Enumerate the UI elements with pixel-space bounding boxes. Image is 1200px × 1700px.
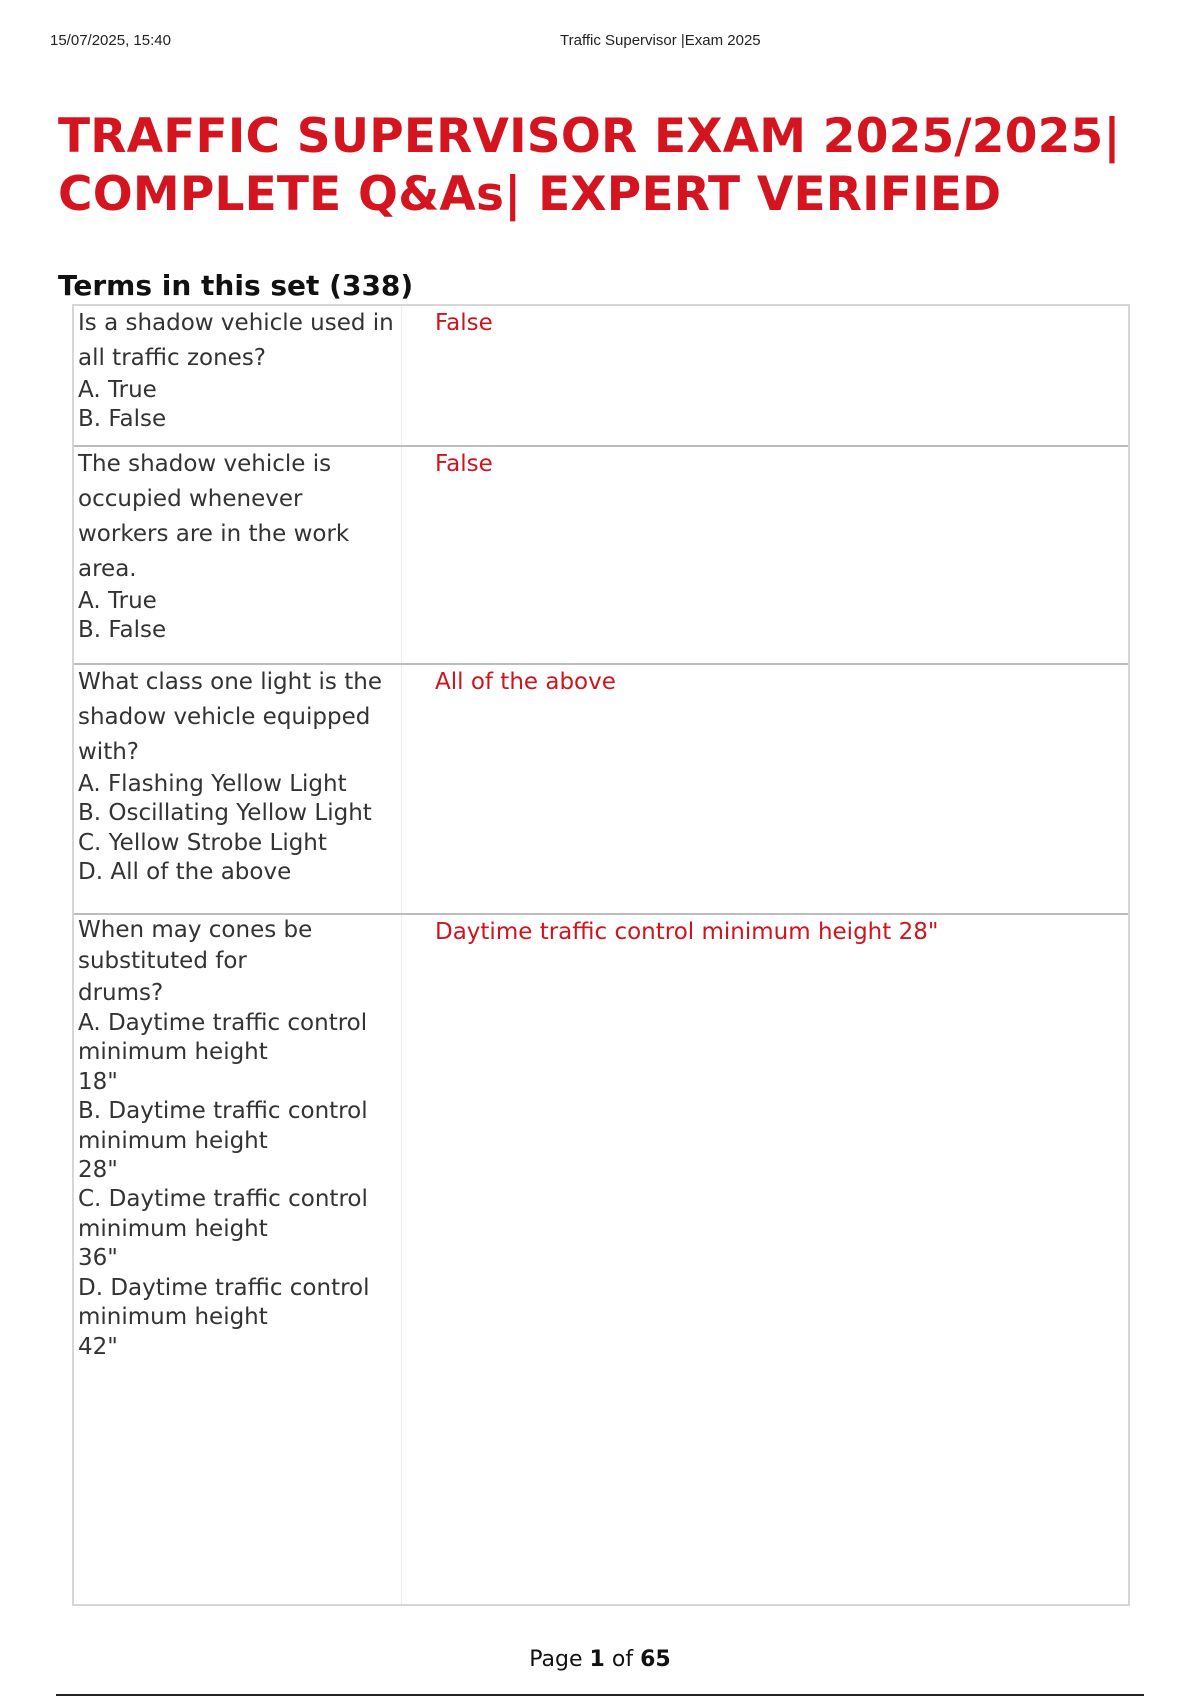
term-line: occupied whenever xyxy=(78,485,303,512)
page-indicator xyxy=(0,1647,1200,1672)
term-option: minimum height xyxy=(78,1039,268,1066)
term-option: B. Daytime traffic control xyxy=(78,1098,368,1125)
term-option: C. Yellow Strobe Light xyxy=(78,829,327,856)
term-line: The shadow vehicle is xyxy=(78,451,332,477)
print-date: 15/07/2025, 15:40 xyxy=(50,32,171,49)
document-title-line-1: TRAFFIC SUPERVISOR EXAM 2025/2025| xyxy=(58,109,1121,164)
term-text xyxy=(78,306,396,435)
term-line: substituted for xyxy=(78,948,247,975)
term-row xyxy=(74,915,1128,1604)
term-option: B. False xyxy=(78,406,167,433)
term-option: minimum height xyxy=(78,1215,268,1242)
term-option: B. Oscillating Yellow Light xyxy=(78,800,372,827)
definition-text: False xyxy=(435,451,493,477)
term-line: What class one light is the xyxy=(78,669,382,695)
term-option: B. False xyxy=(78,617,167,644)
term-option: C. Daytime traffic control xyxy=(78,1186,368,1213)
term-text xyxy=(78,915,396,1362)
footer-rule xyxy=(56,1694,1144,1696)
term-line: shadow vehicle equipped xyxy=(78,703,371,730)
column-divider xyxy=(401,665,402,913)
term-option: 18" xyxy=(78,1068,118,1095)
column-divider xyxy=(401,915,402,1604)
term-text xyxy=(78,665,396,888)
term-option: A. Flashing Yellow Light xyxy=(78,770,347,797)
terms-table xyxy=(72,304,1130,1606)
print-doc-title: Traffic Supervisor |Exam 2025 xyxy=(560,32,761,49)
definition-text: False xyxy=(435,310,493,336)
term-line: When may cones be xyxy=(78,917,313,943)
definition-text: All of the above xyxy=(435,669,616,695)
term-option: 42" xyxy=(78,1333,118,1360)
terms-set-heading: Terms in this set (338) xyxy=(58,269,414,302)
term-option: D. Daytime traffic control xyxy=(78,1274,370,1301)
term-option: 36" xyxy=(78,1245,118,1272)
page-of-label: of xyxy=(611,1647,634,1672)
term-row xyxy=(74,665,1128,915)
term-option: A. Daytime traffic control xyxy=(78,1009,368,1036)
term-option: A. True xyxy=(78,587,157,614)
term-text xyxy=(78,447,396,646)
term-option: minimum height xyxy=(78,1304,268,1331)
term-line: with? xyxy=(78,738,140,765)
term-line: drums? xyxy=(78,979,164,1006)
term-option: 28" xyxy=(78,1156,118,1183)
term-option: A. True xyxy=(78,376,157,403)
term-option: D. All of the above xyxy=(78,859,292,886)
term-line: Is a shadow vehicle used in xyxy=(78,310,394,336)
definition-text: Daytime traffic control minimum height 28" xyxy=(435,919,939,945)
document-title xyxy=(58,108,1158,224)
term-option: minimum height xyxy=(78,1127,268,1154)
term-row xyxy=(74,306,1128,447)
term-line: workers are in the work xyxy=(78,520,350,547)
term-row xyxy=(74,447,1128,665)
page-current: 1 xyxy=(589,1647,605,1672)
page-total: 65 xyxy=(640,1647,671,1672)
column-divider xyxy=(401,306,402,445)
term-line: area. xyxy=(78,555,137,582)
page-label: Page xyxy=(529,1647,583,1672)
column-divider xyxy=(401,447,402,663)
document-title-line-2: COMPLETE Q&As| EXPERT VERIFIED xyxy=(58,167,1002,222)
print-header xyxy=(50,32,1150,52)
term-line: all traffic zones? xyxy=(78,344,267,371)
